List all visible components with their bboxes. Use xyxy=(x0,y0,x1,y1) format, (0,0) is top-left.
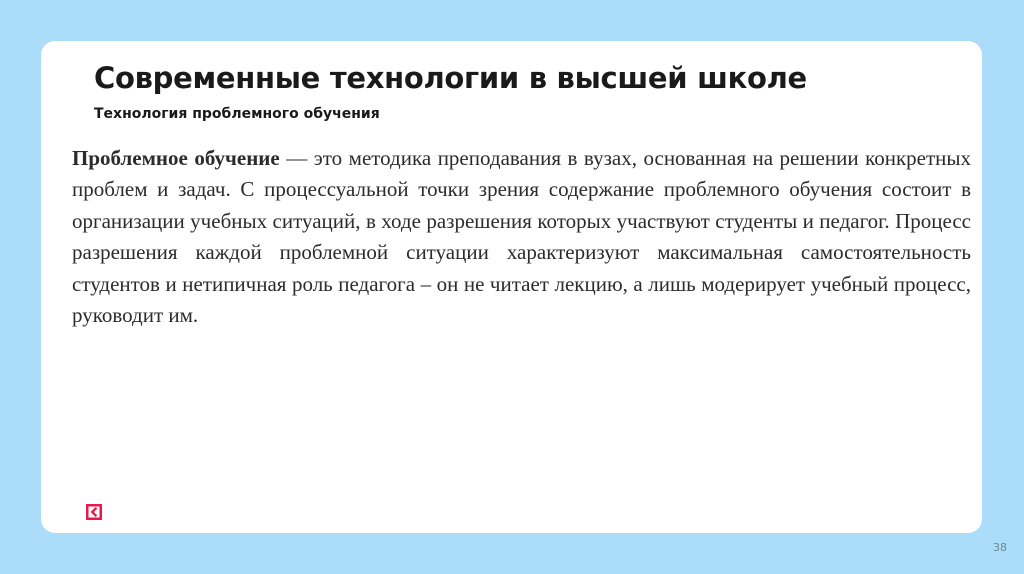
body-description: — это методика преподавания в вузах, основанная на решении конкретных проблем и задач. С процессуальной точки зрения содержание проблемного обучения состоит в организации учебных ситуаций, в ходе разрешения которых участвуют студенты и педагог. Процесс разрешения каждой проблемной ситуации характеризуют максимальная самостоятельность студентов и нетипичная роль педагога – он не читает лекцию, а лишь модерирует учебный процесс, руководит им. xyxy=(72,146,972,328)
body-term: Проблемное обучение xyxy=(72,146,280,170)
slide-title: Современные технологии в высшей школе xyxy=(94,61,807,95)
slide-body-text xyxy=(72,143,971,331)
back-arrow-icon[interactable] xyxy=(86,504,102,520)
slide-card xyxy=(41,41,982,533)
slide-subtitle: Технология проблемного обучения xyxy=(94,106,380,122)
page-number: 38 xyxy=(993,541,1007,554)
